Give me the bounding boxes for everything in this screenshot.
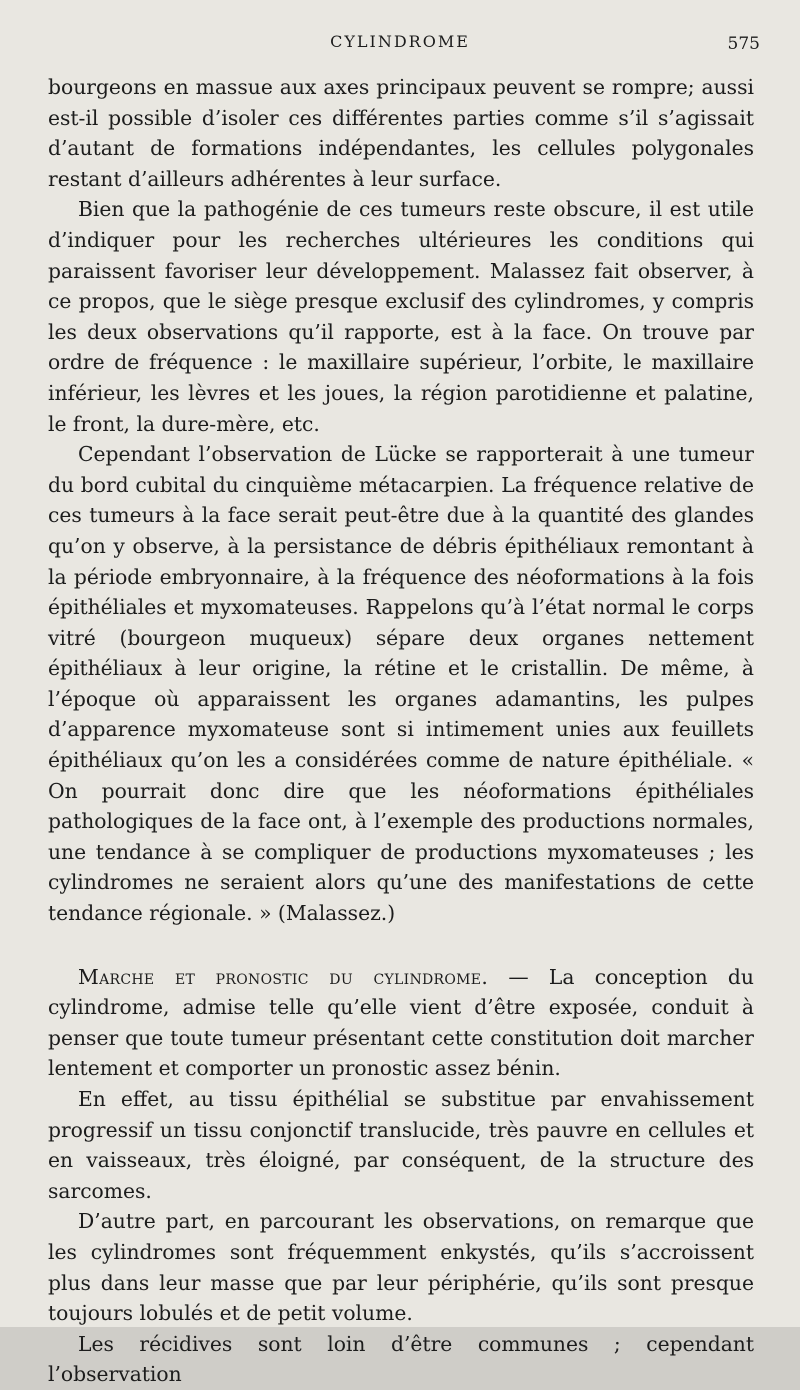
section-intro-text: La conception du cylindrome, admise telle qu’elle vient d’être exposée, conduit à penser que toute tumeur présentant cette constitution doit marcher lentement et comporter un pronostic assez bénin. bbox=[48, 964, 754, 1081]
paragraph: Les récidives sont loin d’être communes ; cependant l’observation bbox=[48, 1331, 754, 1387]
paragraph: Cependant l’observation de Lücke se rapporterait à une tumeur du bord cubital du cinquième métacarpien. La fréquence relative de ces tumeurs à la face serait peut-être due à la quantité des glandes qu’on y observe, à la persistance de débris épithéliaux remontant à la période embryonnaire, à la fréquence des néoformations à la fois épithéliales et myxomateuses. Rappelons qu’à l’état normal le corps vitré (bourgeon muqueux) sépare deux organes nettement épithéliaux à leur origine, la rétine et le cristallin. De même, à l’époque où apparaissent les organes adamantins, les pulpes d’apparence myxomateuse sont si intimement unies aux feuillets épithéliaux qu’on les a considérées comme de nature épithéliale. « On pourrait donc dire que les néoformations épithéliales pathologiques de la face ont, à l’exemple des productions normales, une tendance à se compliquer de productions myxomateuses ; les cylindromes ne seraient alors qu’une des manifestations de cette tendance régionale. » (Malassez.) bbox=[48, 442, 754, 926]
running-title: CYLINDROME bbox=[330, 32, 470, 51]
body-text bbox=[48, 72, 754, 1390]
paragraph: bourgeons en massue aux axes principaux peuvent se rompre; aussi est-il possible d’isoler ces différentes parties comme s’il s’agissait d’autant de formations indépendantes, les cellules polygonales restant d’ailleurs adhérentes à leur surface. bbox=[48, 75, 754, 191]
paragraph: D’autre part, en parcourant les observations, on remarque que les cylindromes sont fréquemment enkystés, qu’ils s’accroissent plus dans leur masse que par leur périphérie, qu’ils sont presque toujours lobulés et de petit volume. bbox=[48, 1209, 754, 1326]
paragraph: En effet, au tissu épithélial se substitue par envahissement progressif un tissu conjonctif translucide, très pauvre en cellules et en vaisseaux, très éloigné, par conséquent, de la structure des sarcomes. bbox=[48, 1087, 754, 1203]
section-gap bbox=[48, 929, 754, 962]
section-intro-paragraph bbox=[48, 962, 754, 1084]
section-heading: Marche et pronostic du cylindrome. bbox=[78, 964, 489, 989]
page-number: 575 bbox=[727, 34, 760, 54]
page-header bbox=[0, 30, 800, 60]
paragraph: Bien que la pathogénie de ces tumeurs reste obscure, il est utile d’indiquer pour les recherches ultérieures les conditions qui paraissent favoriser leur développement. Malassez fait observer, à ce propos, que le siège presque exclusif des cylindromes, y compris les deux observations qu’il rapporte, est à la face. On trouve par ordre de fréquence : le maxillaire supérieur, l’orbite, le maxillaire inférieur, les lèvres et les joues, la région parotidienne et palatine, le front, la dure-mère, etc. bbox=[48, 197, 754, 436]
section-heading-dash: — bbox=[488, 964, 549, 989]
